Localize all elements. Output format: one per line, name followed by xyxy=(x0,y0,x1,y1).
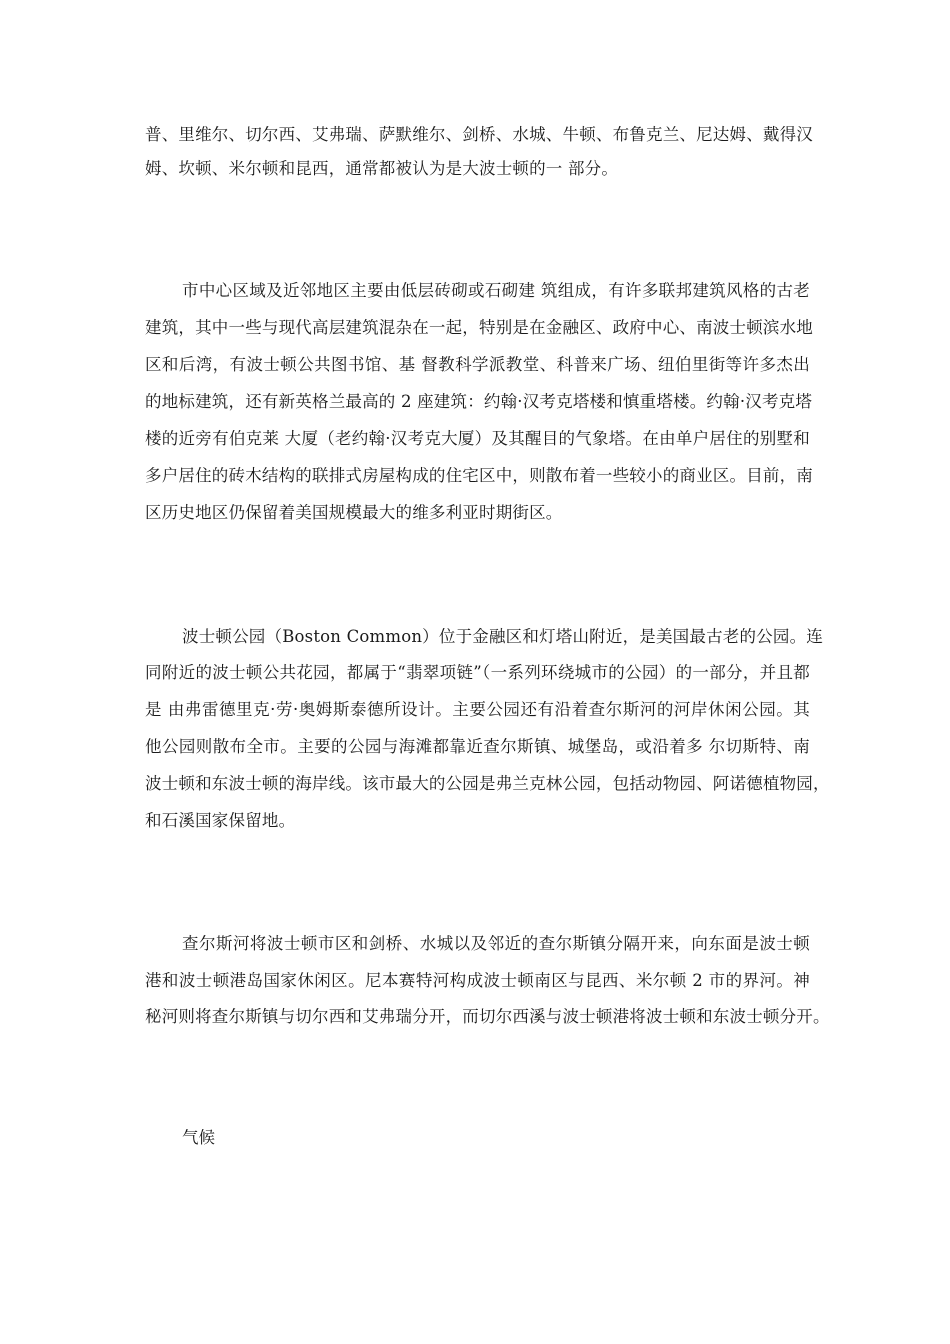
paragraph-2-line-7: 区历史地区仍保留着美国规模最大的维多利亚时期街区。 xyxy=(145,503,563,522)
paragraph-3-line-1: 波士顿公园（Boston Common）位于金融区和灯塔山附近，是美国最古老的公园。连 xyxy=(182,627,823,646)
paragraph-3-line-6: 和石溪国家保留地。 xyxy=(145,811,296,830)
paragraph-4-line-3: 秘河则将查尔斯镇与切尔西和艾弗瑞分开，而切尔西溪与波士顿港将波士顿和东波士顿分开。 xyxy=(145,1007,830,1026)
paragraph-2-line-3: 区和后湾，有波士顿公共图书馆、基 督教科学派教堂、科普来广场、纽伯里街等许多杰出 xyxy=(145,355,810,374)
paragraph-2-line-4: 的地标建筑，还有新英格兰最高的 2 座建筑：约翰·汉考克塔楼和慎重塔楼。约翰·汉考克塔 xyxy=(145,392,813,411)
paragraph-2-line-6: 多户居住的砖木结构的联排式房屋构成的住宅区中，则散布着一些较小的商业区。目前，南 xyxy=(145,466,813,485)
paragraph-4-line-1: 查尔斯河将波士顿市区和剑桥、水城以及邻近的查尔斯镇分隔开来，向东面是波士顿 xyxy=(182,934,810,953)
paragraph-2-line-5: 楼的近旁有伯克莱 大厦（老约翰·汉考克大厦）及其醒目的气象塔。在由单户居住的别墅和 xyxy=(145,429,810,448)
paragraph-2-line-2: 建筑，其中一些与现代高层建筑混杂在一起，特别是在金融区、政府中心、南波士顿滨水地 xyxy=(145,318,813,337)
section-heading: 气候 xyxy=(182,1128,215,1147)
paragraph-4-line-2: 港和波士顿港岛国家休闲区。尼本赛特河构成波士顿南区与昆西、米尔顿 2 市的界河。神 xyxy=(145,971,810,990)
paragraph-3-line-4: 他公园则散布全市。主要的公园与海滩都靠近查尔斯镇、城堡岛，或沿着多 尔切斯特、南 xyxy=(145,737,810,756)
paragraph-3-line-5: 波士顿和东波士顿的海岸线。该市最大的公园是弗兰克林公园，包括动物园、阿诺德植物园， xyxy=(145,774,830,793)
paragraph-3-line-3: 是 由弗雷德里克·劳·奥姆斯泰德所设计。主要公园还有沿着查尔斯河的河岸休闲公园。其 xyxy=(145,700,810,719)
paragraph-2-line-1: 市中心区域及近邻地区主要由低层砖砌或石砌建 筑组成，有许多联邦建筑风格的古老 xyxy=(182,281,810,300)
paragraph-3-line-2: 同附近的波士顿公共花园，都属于“翡翠项链”（一系列环绕城市的公园）的一部分，并且都 xyxy=(145,663,810,682)
paragraph-1-line-1: 普、里维尔、切尔西、艾弗瑞、萨默维尔、剑桥、水城、牛顿、布鲁克兰、尼达姆、戴得汉 xyxy=(145,125,813,144)
paragraph-1-line-2: 姆、坎顿、米尔顿和昆西，通常都被认为是大波士顿的一 部分。 xyxy=(145,159,619,178)
